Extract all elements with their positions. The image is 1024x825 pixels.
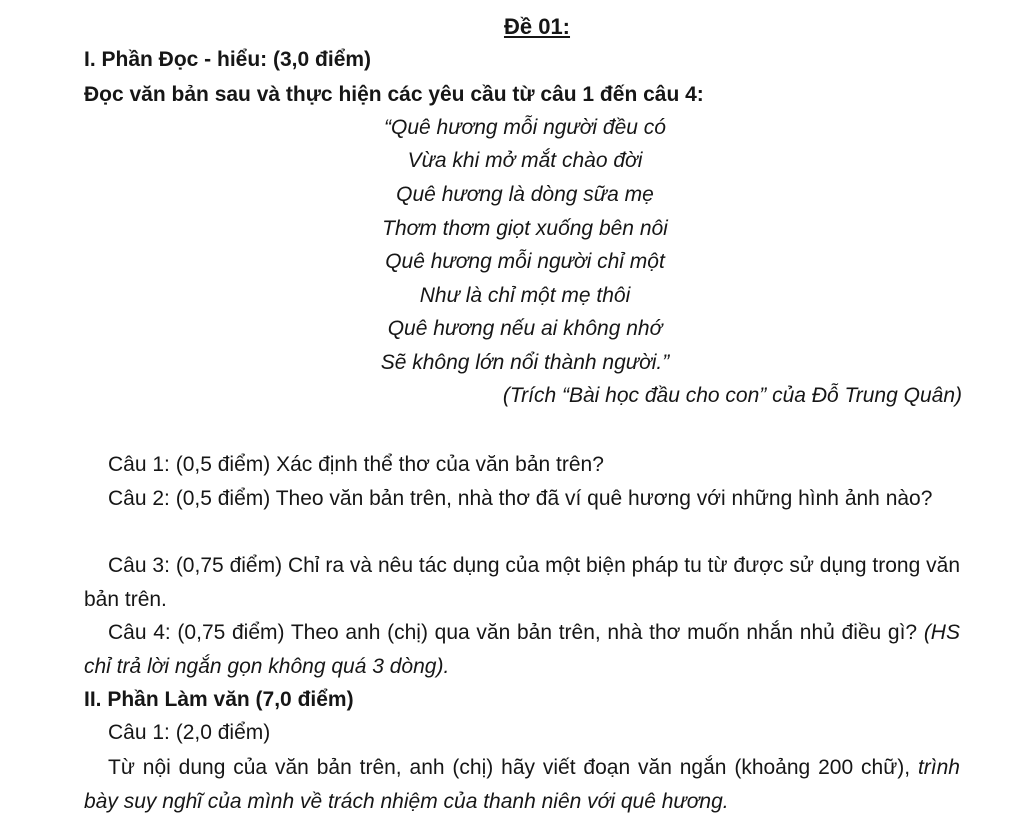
poem-line: Quê hương là dòng sữa mẹ — [396, 183, 654, 206]
poem-line: Quê hương mỗi người chỉ một — [385, 250, 665, 273]
question-2: Câu 2: (0,5 điểm) Theo văn bản trên, nhà thơ đã ví quê hương với những hình ảnh nào? — [108, 487, 933, 510]
section2-question-1 — [84, 751, 960, 818]
poem-line: “Quê hương mỗi người đều có — [384, 116, 666, 139]
poem-line: Quê hương nếu ai không nhớ — [387, 317, 663, 340]
question-3: Câu 3: (0,75 điểm) Chỉ ra và nêu tác dụng của một biện pháp tu từ được sử dụng trong văn bản trên. — [84, 554, 960, 611]
section2-question-1-text: Từ nội dung của văn bản trên, anh (chị) hãy viết đoạn văn ngắn (khoảng 200 chữ), — [108, 756, 911, 779]
question-4 — [84, 616, 960, 683]
section1-heading: I. Phần Đọc - hiểu: (3,0 điểm) — [84, 48, 372, 71]
exam-title: Đề 01: — [503, 14, 571, 39]
poem-line: Vừa khi mở mắt chào đời — [407, 149, 643, 172]
reading-instruction: Đọc văn bản sau và thực hiện các yêu cầu từ câu 1 đến câu 4: — [84, 83, 704, 106]
section2-question-1-topic: trình bày suy nghĩ của mình về trách nhiệm của thanh niên với quê hương. — [84, 756, 960, 813]
question-4-note: (HS chỉ trả lời ngắn gọn không quá 3 dòng). — [84, 621, 960, 678]
question-1: Câu 1: (0,5 điểm) Xác định thể thơ của văn bản trên? — [108, 453, 604, 476]
poem-line: Thơm thơm giọt xuống bên nôi — [382, 217, 668, 240]
section2-heading: II. Phần Làm văn (7,0 điểm) — [84, 688, 354, 711]
section2-question-1-label: Câu 1: (2,0 điểm) — [108, 721, 271, 744]
poem-source: (Trích “Bài học đầu cho con” của Đỗ Trung Quân) — [502, 384, 962, 407]
poem-line: Như là chỉ một mẹ thôi — [419, 284, 631, 307]
question-4-text: Câu 4: (0,75 điểm) Theo anh (chị) qua văn bản trên, nhà thơ muốn nhắn nhủ điều gì? — [108, 621, 918, 644]
poem-line: Sẽ không lớn nổi thành người.” — [380, 351, 670, 374]
